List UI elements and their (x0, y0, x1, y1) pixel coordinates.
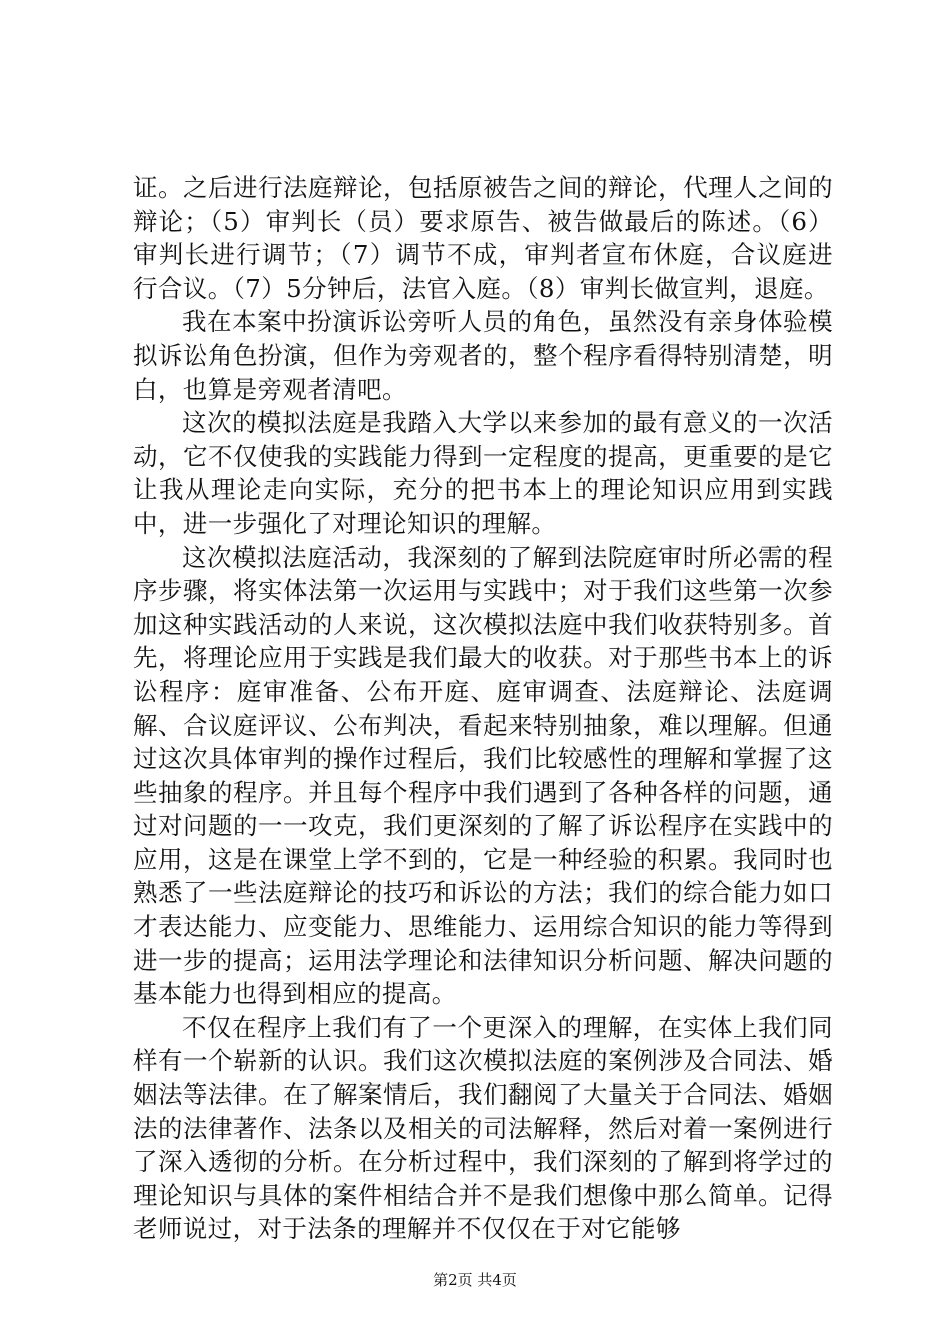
paragraph-1: 证。之后进行法庭辩论，包括原被告之间的辩论，代理人之间的辩论；（5）审判长（员）要求原告、被告做最后的陈述。（6）审判长进行调节；（7）调节不成，审判者宣布休庭，合议庭进行合议。（7）5分钟后，法官入庭。（8）审判长做宣判，退庭。 (133, 173, 833, 303)
paragraph-3: 这次的模拟法庭是我踏入大学以来参加的最有意义的一次活动，它不仅使我的实践能力得到一定程度的提高，更重要的是它让我从理论走向实际，充分的把书本上的理论知识应用到实践中，进一步强化了对理论知识的理解。 (133, 408, 833, 538)
paragraph-4: 这次模拟法庭活动，我深刻的了解到法院庭审时所必需的程序步骤，将实体法第一次运用与实践中；对于我们这些第一次参加这种实践活动的人来说，这次模拟法庭中我们收获特别多。首先，将理论应用于实践是我们最大的收获。对于那些书本上的诉讼程序：庭审准备、公布开庭、庭审调查、法庭辩论、法庭调解、合议庭评议、公布判决，看起来特别抽象，难以理解。但通过这次具体审判的操作过程后，我们比较感性的理解和掌握了这些抽象的程序。并且每个程序中我们遇到了各种各样的问题，通过对问题的一一攻克，我们更深刻的了解了诉讼程序在实践中的应用，这是在课堂上学不到的，它是一种经验的积累。我同时也熟悉了一些法庭辩论的技巧和诉讼的方法；我们的综合能力如口才表达能力、应变能力、思维能力、运用综合知识的能力等得到进一步的提高；运用法学理论和法律知识分析问题、解决问题的基本能力也得到相应的提高。 (133, 542, 833, 1009)
document-body (133, 171, 833, 1246)
page-number-footer: 第2页 共4页 (433, 1271, 517, 1289)
paragraph-2: 我在本案中扮演诉讼旁听人员的角色，虽然没有亲身体验模拟诉讼角色扮演，但作为旁观者的，整个程序看得特别清楚，明白，也算是旁观者清吧。 (133, 307, 833, 404)
paragraph-5: 不仅在程序上我们有了一个更深入的理解，在实体上我们同样有一个崭新的认识。我们这次模拟法庭的案例涉及合同法、婚姻法等法律。在了解案情后，我们翻阅了大量关于合同法、婚姻法的法律著作、法条以及相关的司法解释，然后对着一案例进行了深入透彻的分析。在分析过程中，我们深刻的了解到将学过的理论知识与具体的案件相结合并不是我们想像中那么简单。记得老师说过，对于法条的理解并不仅仅在于对它能够 (133, 1012, 833, 1244)
